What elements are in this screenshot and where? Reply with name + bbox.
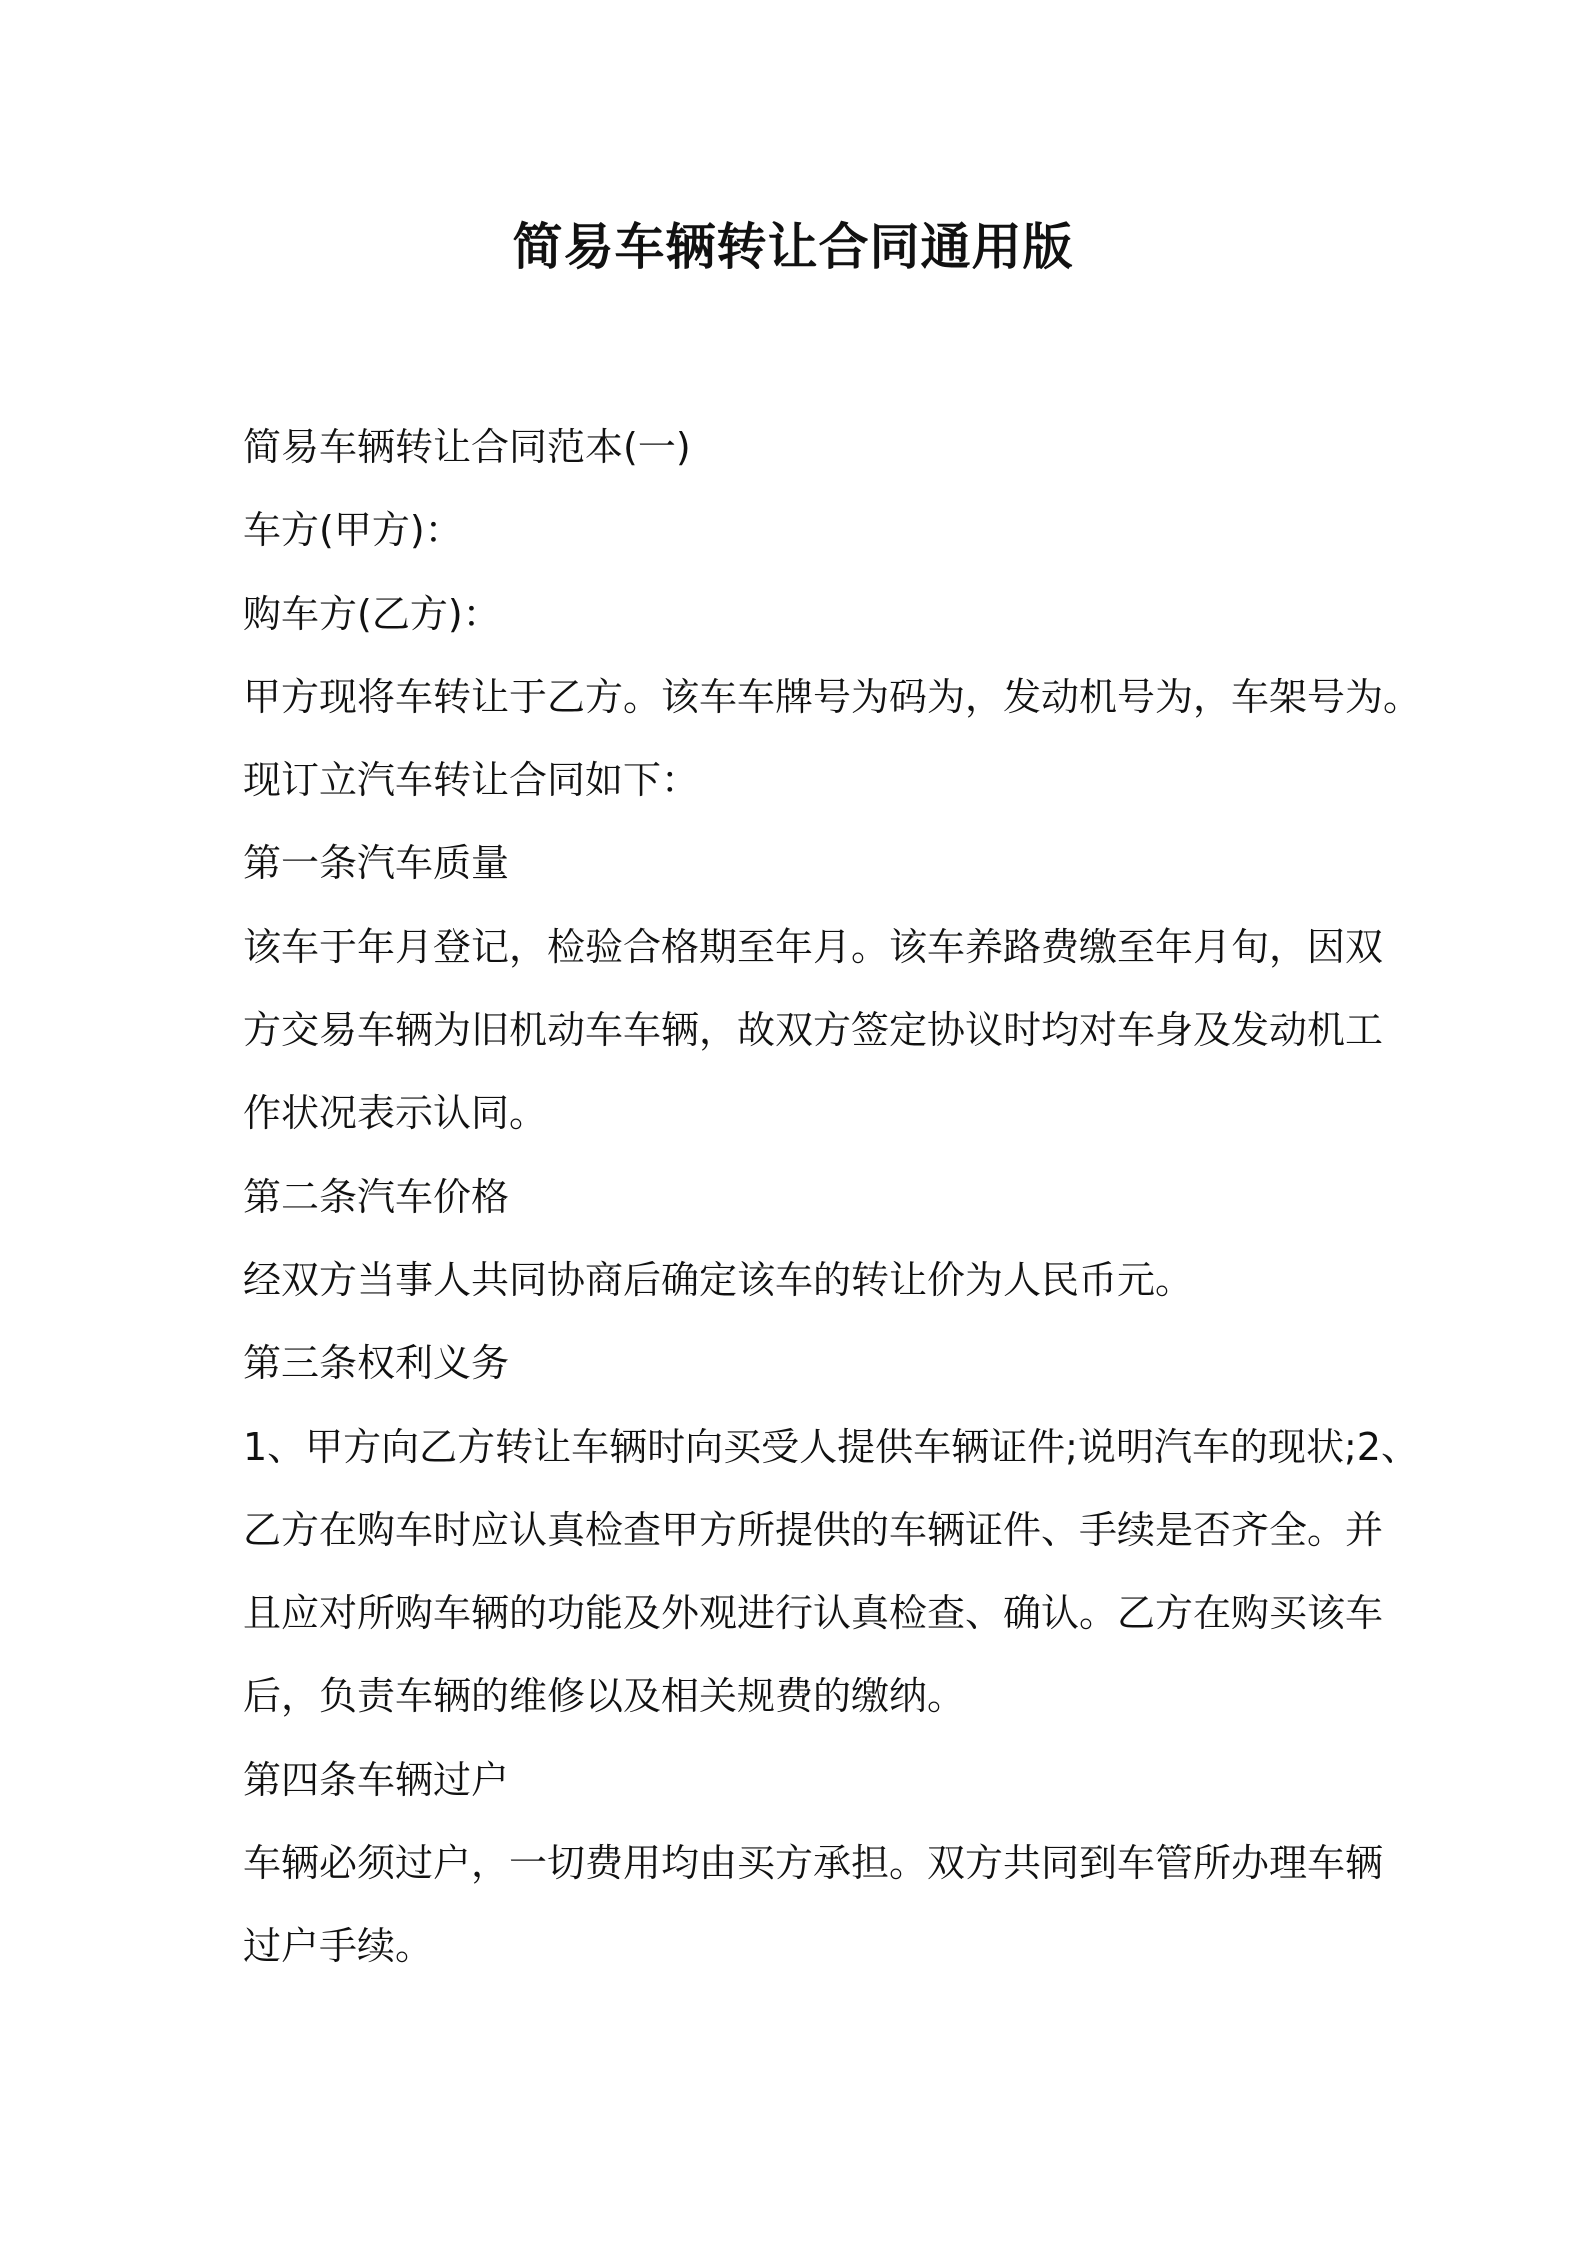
paragraph-line: 乙方在购车时应认真检查甲方所提供的车辆证件、手续是否齐全。并 — [243, 1507, 1384, 1552]
subtitle-line: 简易车辆转让合同范本(一) — [243, 425, 691, 469]
paragraph-line: 后，负责车辆的维修以及相关规费的缴纳。 — [243, 1674, 966, 1719]
section-heading-1: 第一条汽车质量 — [243, 841, 510, 886]
party-b-line: 购车方(乙方)： — [243, 591, 501, 636]
paragraph-line: 该车于年月登记，检验合格期至年月。该车养路费缴至年月旬，因双 — [243, 924, 1384, 969]
paragraph-line: 甲方现将车转让于乙方。该车车牌号为码为，发动机号为，车架号为。 — [243, 674, 1422, 719]
section-heading-4: 第四条车辆过户 — [243, 1757, 510, 1802]
section-heading-2: 第二条汽车价格 — [243, 1174, 510, 1219]
paragraph-line: 过户手续。 — [243, 1924, 434, 1969]
paragraph-line: 经双方当事人共同协商后确定该车的转让价为人民币元。 — [243, 1257, 1194, 1302]
paragraph-line: 且应对所购车辆的功能及外观进行认真检查、确认。乙方在购买该车 — [243, 1591, 1384, 1636]
paragraph-line: 1、甲方向乙方转让车辆时向买受人提供车辆证件;说明汽车的现状;2、 — [243, 1424, 1419, 1469]
party-a-line: 车方(甲方)： — [243, 508, 463, 553]
paragraph-line: 车辆必须过户，一切费用均由买方承担。双方共同到车管所办理车辆 — [243, 1841, 1384, 1886]
document-body — [243, 406, 1422, 1989]
section-heading-3: 第三条权利义务 — [243, 1341, 510, 1386]
paragraph-line: 作状况表示认同。 — [243, 1091, 548, 1136]
paragraph-line: 现订立汽车转让合同如下： — [243, 758, 700, 803]
document-title: 简易车辆转让合同通用版 — [512, 218, 1074, 276]
paragraph-line: 方交易车辆为旧机动车车辆，故双方签定协议时均对车身及发动机工 — [243, 1008, 1384, 1053]
